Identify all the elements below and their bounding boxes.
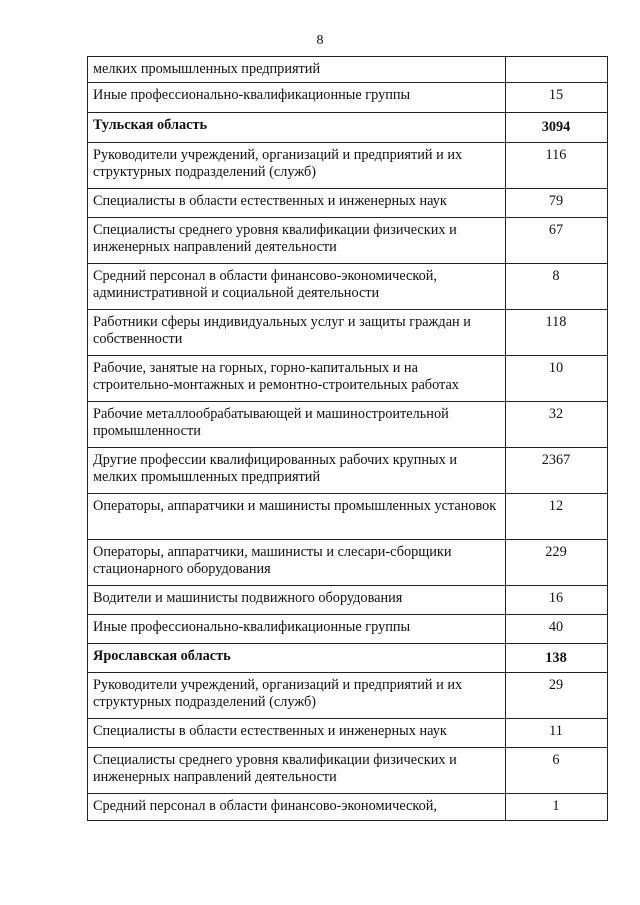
- group-count: 118: [506, 310, 608, 356]
- group-name: Иные профессионально-квалификационные группы: [88, 615, 506, 644]
- group-count: 32: [506, 402, 608, 448]
- group-count: 6: [506, 748, 608, 794]
- group-name: Специалисты в области естественных и инженерных наук: [88, 189, 506, 218]
- group-count: 40: [506, 615, 608, 644]
- region-row: [88, 113, 608, 143]
- table-row: [88, 494, 608, 540]
- group-count: 10: [506, 356, 608, 402]
- table-row: [88, 143, 608, 189]
- region-row: [88, 644, 608, 673]
- group-count: [506, 57, 608, 83]
- table-row: [88, 83, 608, 113]
- group-count: 11: [506, 719, 608, 748]
- group-name: Иные профессионально-квалификационные группы: [88, 83, 506, 113]
- group-name: Рабочие, занятые на горных, горно-капитальных и на строительно-монтажных и ремонтно-строительных работах: [88, 356, 506, 402]
- table-row: [88, 673, 608, 719]
- table-row: [88, 356, 608, 402]
- table-row: [88, 719, 608, 748]
- group-count: 67: [506, 218, 608, 264]
- group-count: 79: [506, 189, 608, 218]
- table-row: [88, 264, 608, 310]
- group-count: 29: [506, 673, 608, 719]
- region-total: 138: [506, 644, 608, 673]
- group-name: мелких промышленных предприятий: [88, 57, 506, 83]
- table-row: [88, 448, 608, 494]
- group-name: Специалисты среднего уровня квалификации физических и инженерных направлений деятельности: [88, 748, 506, 794]
- region-total: 3094: [506, 113, 608, 143]
- table-row: [88, 189, 608, 218]
- group-count: 8: [506, 264, 608, 310]
- group-count: 2367: [506, 448, 608, 494]
- table-row: [88, 57, 608, 83]
- region-name: Ярославская область: [88, 644, 506, 673]
- group-name: Средний персонал в области финансово-экономической,: [88, 794, 506, 821]
- region-name: Тульская область: [88, 113, 506, 143]
- group-name: Работники сферы индивидуальных услуг и защиты граждан и собственности: [88, 310, 506, 356]
- group-name: Операторы, аппаратчики, машинисты и слесари-сборщики стационарного оборудования: [88, 540, 506, 586]
- group-name: Рабочие металлообрабатывающей и машиностроительной промышленности: [88, 402, 506, 448]
- group-count: 116: [506, 143, 608, 189]
- group-name: Специалисты в области естественных и инженерных наук: [88, 719, 506, 748]
- group-count: 12: [506, 494, 608, 540]
- group-name: Средний персонал в области финансово-экономической, административной и социальной деятельности: [88, 264, 506, 310]
- table-row: [88, 586, 608, 615]
- table-row: [88, 218, 608, 264]
- group-name: Руководители учреждений, организаций и предприятий и их структурных подразделений (служб): [88, 143, 506, 189]
- group-name: Операторы, аппаратчики и машинисты промышленных установок: [88, 494, 506, 540]
- table-row: [88, 540, 608, 586]
- table-row: [88, 615, 608, 644]
- table-row: [88, 794, 608, 821]
- table-row: [88, 748, 608, 794]
- occupation-table: [87, 56, 608, 821]
- group-name: Руководители учреждений, организаций и предприятий и их структурных подразделений (служб): [88, 673, 506, 719]
- group-name: Другие профессии квалифицированных рабочих крупных и мелких промышленных предприятий: [88, 448, 506, 494]
- group-name: Водители и машинисты подвижного оборудования: [88, 586, 506, 615]
- group-name: Специалисты среднего уровня квалификации физических и инженерных направлений деятельности: [88, 218, 506, 264]
- group-count: 15: [506, 83, 608, 113]
- table-row: [88, 402, 608, 448]
- page-number: 8: [316, 33, 324, 48]
- group-count: 1: [506, 794, 608, 821]
- group-count: 16: [506, 586, 608, 615]
- table-row: [88, 310, 608, 356]
- group-count: 229: [506, 540, 608, 586]
